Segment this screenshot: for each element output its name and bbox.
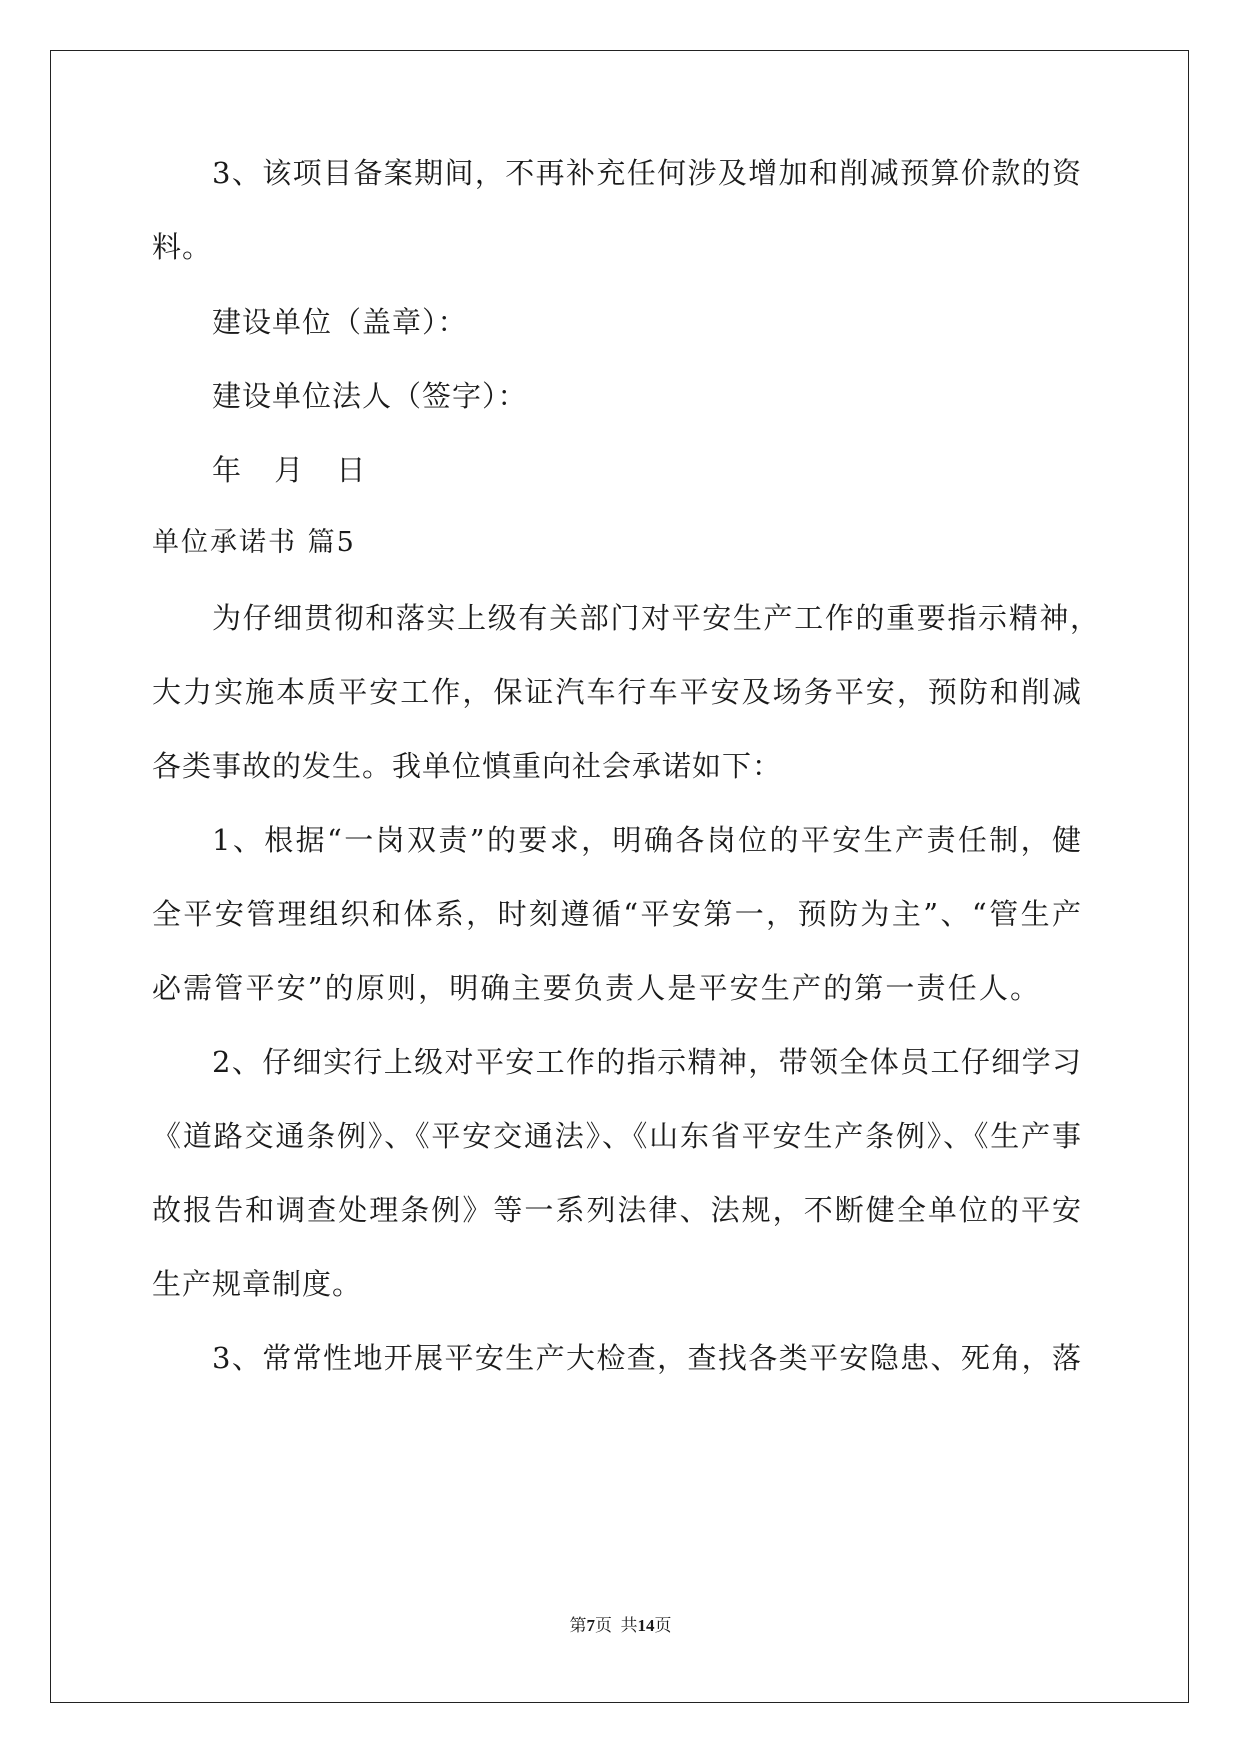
text-line: 大力实施本质平安工作，保证汽车行车平安及场务平安，预防和削减 (152, 675, 1082, 709)
text-line: 故报告和调查处理条例》等一系列法律、法规，不断健全单位的平安 (152, 1193, 1082, 1227)
text-line: 生产规章制度。 (152, 1267, 363, 1301)
signature-line-legal-person: 建设单位法人（签字）： (212, 379, 528, 413)
text-line: 3、常常性地开展平安生产大检查，查找各类平安隐患、死角，落 (212, 1341, 1082, 1375)
page-number-separator: 页 共 (595, 1616, 638, 1635)
date-line: 年 月 日 (212, 453, 378, 487)
text-line: 为仔细贯彻和落实上级有关部门对平安生产工作的重要指示精神， (212, 601, 1100, 635)
text-line: 3、该项目备案期间，不再补充任何涉及增加和削减预算价款的资 (212, 156, 1082, 190)
signature-line-unit-seal: 建设单位（盖章）： (212, 305, 468, 339)
page-border (50, 50, 1189, 1703)
page-number (0, 1614, 1241, 1638)
text-line: 2、仔细实行上级对平安工作的指示精神，带领全体员工仔细学习 (212, 1045, 1082, 1079)
page-number-total: 14 (637, 1616, 655, 1635)
text-line: 料。 (152, 230, 213, 264)
page-number-prefix: 第 (569, 1616, 587, 1635)
page-number-suffix: 页 (654, 1616, 672, 1635)
text-line: 全平安管理组织和体系，时刻遵循“平安第一，预防为主”、“管生产 (152, 897, 1082, 931)
section-heading: 单位承诺书 篇5 (152, 527, 356, 558)
text-line: 《道路交通条例》、《平安交通法》、《山东省平安生产条例》、《生产事 (152, 1119, 1082, 1153)
text-line: 1、根据“一岗双责”的要求，明确各岗位的平安生产责任制，健 (212, 823, 1082, 857)
text-line: 必需管平安”的原则，明确主要负责人是平安生产的第一责任人。 (152, 971, 1040, 1005)
page-number-current: 7 (586, 1616, 595, 1635)
text-line: 各类事故的发生。我单位慎重向社会承诺如下： (152, 749, 783, 783)
